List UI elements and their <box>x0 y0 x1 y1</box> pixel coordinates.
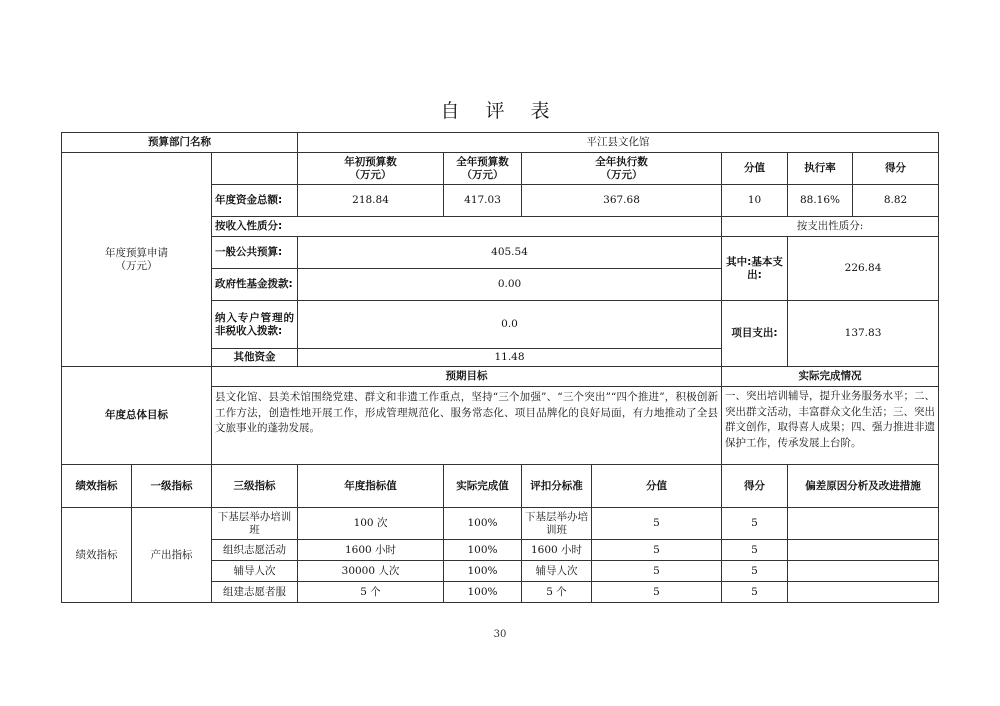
standard-cell: 下基层举办培训班 <box>522 508 592 540</box>
target-cell: 100 次 <box>298 508 444 540</box>
deviation-cell <box>788 508 939 540</box>
score-cell: 5 <box>722 508 788 540</box>
total-annual-value: 417.03 <box>444 185 522 217</box>
target-cell: 5 个 <box>298 582 444 603</box>
perf-header-category: 绩效指标 <box>62 465 132 508</box>
score-cell: 5 <box>722 561 788 582</box>
header-exec-rate: 执行率 <box>788 153 853 185</box>
deviation-cell <box>788 561 939 582</box>
target-cell: 1600 小时 <box>298 540 444 561</box>
page-title: 自 评 表 <box>440 100 560 122</box>
perf-header-standard: 评扣分标准 <box>522 465 592 508</box>
total-exec-rate: 88.16% <box>788 185 853 217</box>
total-funds-label: 年度资金总额: <box>212 185 298 217</box>
table-row <box>62 508 939 540</box>
indicator-cell: 下基层举办培训班 <box>212 508 298 540</box>
general-budget-label: 一般公共预算: <box>212 237 298 269</box>
project-expense-value: 137.83 <box>788 301 939 367</box>
project-expense-label: 项目支出: <box>722 301 788 367</box>
value-cell: 5 <box>592 561 722 582</box>
standard-cell: 5 个 <box>522 582 592 603</box>
dept-label: 预算部门名称 <box>62 133 298 153</box>
annual-goal-label: 年度总体目标 <box>62 367 212 465</box>
standard-cell: 1600 小时 <box>522 540 592 561</box>
actual-cell: 100% <box>444 561 522 582</box>
basic-expense-value: 226.84 <box>788 237 939 301</box>
header-initial-budget: 年初预算数 （万元） <box>298 153 444 185</box>
score-cell: 5 <box>722 582 788 603</box>
other-funds-label: 其他资金 <box>212 349 298 367</box>
budget-header-blank <box>212 153 298 185</box>
total-executed-value: 367.68 <box>522 185 722 217</box>
actual-cell: 100% <box>444 582 522 603</box>
perf-header-level1: 一级指标 <box>132 465 212 508</box>
total-score-value: 10 <box>722 185 788 217</box>
other-funds-value: 11.48 <box>298 349 722 367</box>
actual-completion-text: 一、突出培训辅导，提升业务服务水平；二、突出群文活动，丰富群众文化生活；三、突出群文创作，取得喜人成果；四、强力推进非遗保护工作，传承发展上台阶。 <box>722 387 939 465</box>
actual-cell: 100% <box>444 540 522 561</box>
expected-goal-text: 县文化馆、县美术馆围绕党建、群文和非遗工作重点，坚持“三个加强”、“三个突出”“四个推进”，积极创新工作方法，创造性地开展工作，形成管理规范化、服务常态化、项目品牌化的良好局面，有力地推动了全县文旅事业的蓬勃发展。 <box>212 387 722 465</box>
page-number: 30 <box>493 629 507 640</box>
government-fund-value: 0.00 <box>298 269 722 301</box>
score-cell: 5 <box>722 540 788 561</box>
nontax-income-value: 0.0 <box>298 301 722 349</box>
dept-value: 平江县文化馆 <box>298 133 939 153</box>
header-executed: 全年执行数 （万元） <box>522 153 722 185</box>
total-score: 8.82 <box>853 185 939 217</box>
perf-header-deviation: 偏差原因分析及改进措施 <box>788 465 939 508</box>
perf-header-target: 年度指标值 <box>298 465 444 508</box>
indicator-cell: 组建志愿者服 <box>212 582 298 603</box>
perf-header-value: 分值 <box>592 465 722 508</box>
deviation-cell <box>788 540 939 561</box>
perf-header-level3: 三级指标 <box>212 465 298 508</box>
perf-group-level1: 产出指标 <box>132 508 212 603</box>
total-initial-value: 218.84 <box>298 185 444 217</box>
expense-nature-label: 按支出性质分: <box>722 217 939 237</box>
basic-expense-label: 其中:基本支出: <box>722 237 788 301</box>
value-cell: 5 <box>592 582 722 603</box>
header-annual-budget: 全年预算数 （万元） <box>444 153 522 185</box>
indicator-cell: 辅导人次 <box>212 561 298 582</box>
government-fund-label: 政府性基金拨款: <box>212 269 298 301</box>
income-nature-label: 按收入性质分: <box>212 217 722 237</box>
header-score: 得分 <box>853 153 939 185</box>
general-budget-value: 405.54 <box>298 237 722 269</box>
value-cell: 5 <box>592 508 722 540</box>
perf-group-category: 绩效指标 <box>62 508 132 603</box>
standard-cell: 辅导人次 <box>522 561 592 582</box>
value-cell: 5 <box>592 540 722 561</box>
self-evaluation-table <box>61 132 939 603</box>
perf-header-score: 得分 <box>722 465 788 508</box>
target-cell: 30000 人次 <box>298 561 444 582</box>
expected-goal-header: 预期目标 <box>212 367 722 387</box>
indicator-cell: 组织志愿活动 <box>212 540 298 561</box>
header-score-value: 分值 <box>722 153 788 185</box>
nontax-income-label: 纳入专户管理的非税收入拨款: <box>212 301 298 349</box>
deviation-cell <box>788 582 939 603</box>
perf-header-actual: 实际完成值 <box>444 465 522 508</box>
actual-cell: 100% <box>444 508 522 540</box>
budget-section-label: 年度预算申请 （万元） <box>62 153 212 367</box>
actual-completion-header: 实际完成情况 <box>722 367 939 387</box>
